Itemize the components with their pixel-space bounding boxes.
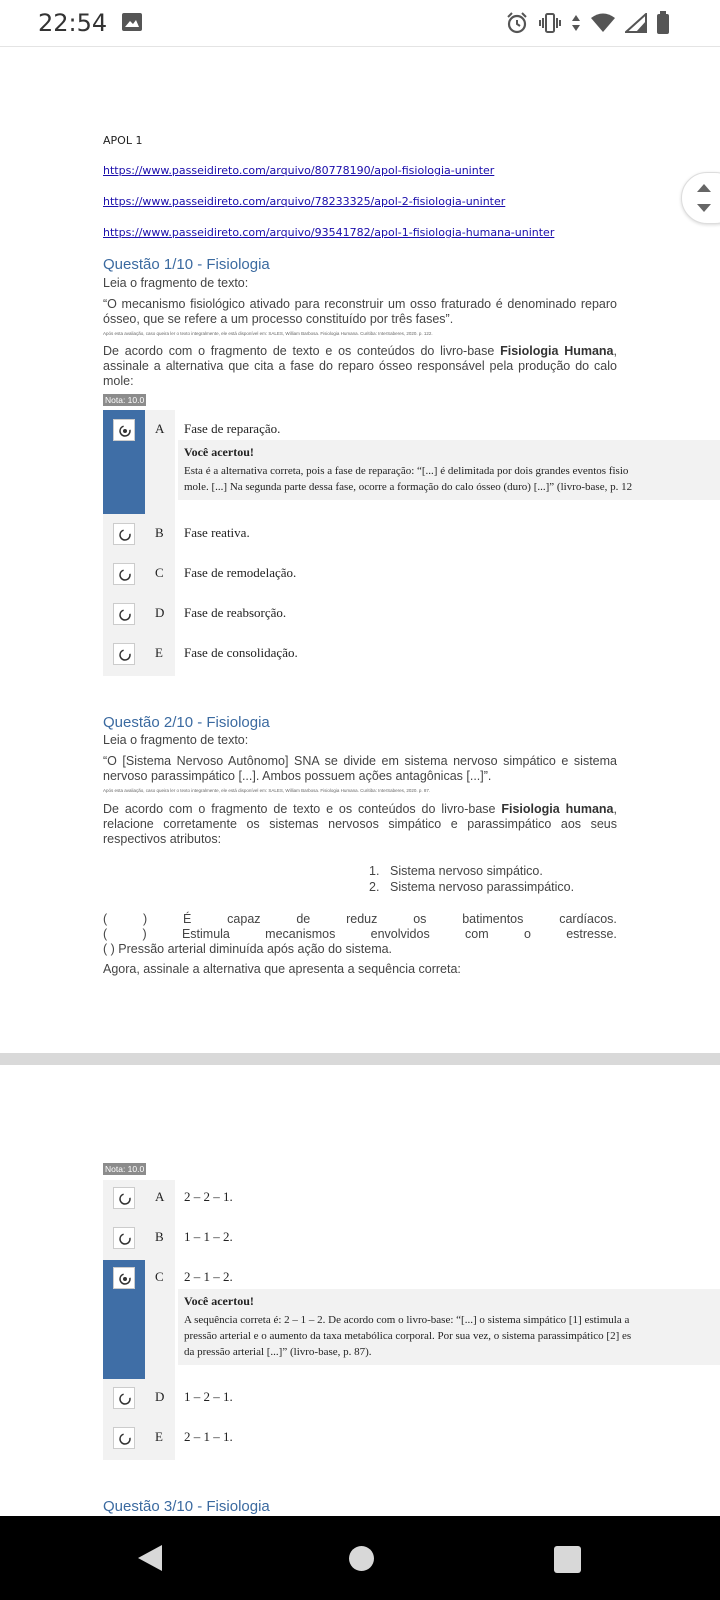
word: ) xyxy=(143,912,148,926)
data-arrows-icon xyxy=(571,13,581,33)
q2-list-item-2: Sistema nervoso parassimpático. xyxy=(390,880,575,894)
q2-radio-b[interactable] xyxy=(113,1227,135,1249)
q1-prompt-pre: De acordo com o fragmento de texto e os conteúdos do livro-base xyxy=(103,344,501,358)
q1-alt-b[interactable]: Fase reativa. xyxy=(184,525,250,540)
q1-prompt-post: , assinale a alternativa que cita a fase do reparo ósseo responsável pela produção do calo mole: xyxy=(103,344,617,388)
q2-title: Questão 2/10 - Fisiologia xyxy=(103,714,270,731)
link-1[interactable]: https://www.passeidireto.com/arquivo/80778190/apol-fisiologia-uninter xyxy=(103,164,495,177)
q1-prompt xyxy=(103,344,617,389)
q2-list-num-1: 1. xyxy=(369,864,380,878)
q2-ask: Agora, assinale a alternativa que apresenta a sequência correta: xyxy=(103,962,461,976)
word: os xyxy=(413,912,427,926)
radio-icon xyxy=(118,1392,132,1406)
word: cardíacos. xyxy=(559,912,617,926)
q2-prompt-bold: Fisiologia humana xyxy=(501,802,614,816)
q2-statement-1 xyxy=(103,912,617,926)
radio-icon xyxy=(118,528,132,542)
q2-radio-d[interactable] xyxy=(113,1387,135,1409)
q1-alt-d[interactable]: Fase de reabsorção. xyxy=(184,605,287,620)
q2-radio-a[interactable] xyxy=(113,1187,135,1209)
q2-list-num-2: 2. xyxy=(369,880,380,894)
q1-prompt-bold: Fisiologia Humana xyxy=(500,344,614,358)
q1-title: Questão 1/10 - Fisiologia xyxy=(103,256,270,273)
q1-radio-a[interactable] xyxy=(113,419,135,441)
q2-letter-d: D xyxy=(155,1389,165,1404)
word: estresse. xyxy=(566,927,617,941)
scroll-arrows-icon xyxy=(694,181,714,215)
radio-icon xyxy=(118,1432,132,1446)
status-bar xyxy=(0,0,720,47)
word: ) xyxy=(142,927,147,941)
q1-alt-c[interactable]: Fase de remodelação. xyxy=(184,565,297,580)
word: capaz xyxy=(227,912,261,926)
q2-alt-b[interactable]: 1 – 1 – 2. xyxy=(184,1229,233,1244)
radio-checked-icon xyxy=(118,424,132,438)
q1-alt-e[interactable]: Fase de consolidação. xyxy=(184,645,298,660)
q1-radio-c[interactable] xyxy=(113,563,135,585)
q1-letter-c: C xyxy=(155,565,164,580)
q2-quote: “O [Sistema Nervoso Autônomo] SNA se divide em sistema nervoso simpático e sistema nervoso parassimpático [...]. Ambos possuem ações antagônicas [...]”. xyxy=(103,754,617,783)
link-2[interactable]: https://www.passeidireto.com/arquivo/78233325/apol-2-fisiologia-uninter xyxy=(103,195,506,208)
q2-feedback-line-1: A sequência correta é: 2 – 1 – 2. De acordo com o livro-base: “[...] o sistema simpático [1] estimula a xyxy=(184,1314,630,1326)
q1-radio-e[interactable] xyxy=(113,643,135,665)
q2-prompt-pre: De acordo com o fragmento de texto e os conteúdos do livro-base xyxy=(103,802,502,816)
navigation-bar xyxy=(0,1516,720,1600)
q2-alt-a[interactable]: 2 – 2 – 1. xyxy=(184,1189,233,1204)
recent-apps-icon[interactable] xyxy=(554,1546,581,1573)
word: reduz xyxy=(346,912,378,926)
q2-feedback-line-3: da pressão arterial [...]” (livro-base, p. 87). xyxy=(184,1346,372,1358)
word: o xyxy=(523,927,531,941)
word: mecanismos xyxy=(265,927,336,941)
q2-feedback-line-2: pressão arterial e o aumento da taxa metabólica corporal. Por sua vez, o sistema parassimpático [2] es xyxy=(184,1330,632,1342)
q2-alt-c[interactable]: 2 – 1 – 2. xyxy=(184,1269,233,1284)
word: Estimula xyxy=(181,927,230,941)
q2-alt-d[interactable]: 1 – 2 – 1. xyxy=(184,1389,233,1404)
word: com xyxy=(465,927,489,941)
q1-feedback-line-2: mole. [...] Na segunda parte dessa fase, ocorre a formação do calo ósseo (duro) [...]” (livro-base, p. 12 xyxy=(184,481,633,493)
q2-intro: Leia o fragmento de texto: xyxy=(103,733,249,747)
q2-list-item-1: Sistema nervoso simpático. xyxy=(390,864,543,878)
word: batimentos xyxy=(462,912,524,926)
radio-icon xyxy=(118,568,132,582)
q2-prompt-post: , relacione corretamente os sistemas nervosos simpático e parassimpático aos seus respectivos atributos: xyxy=(103,802,617,846)
q2-alt-e[interactable]: 2 – 1 – 1. xyxy=(184,1429,233,1444)
page-divider xyxy=(0,1053,720,1065)
q1-radio-d[interactable] xyxy=(113,603,135,625)
q1-letter-b: B xyxy=(155,525,164,540)
link-3[interactable]: https://www.passeidireto.com/arquivo/93541782/apol-1-fisiologia-humana-uninter xyxy=(103,226,555,239)
radio-icon xyxy=(118,1232,132,1246)
q2-statement-3: ( ) Pressão arterial diminuída após ação do sistema. xyxy=(103,942,393,956)
radio-icon xyxy=(118,1192,132,1206)
word: ( xyxy=(103,927,108,941)
q2-letter-b: B xyxy=(155,1229,164,1244)
q3-title: Questão 3/10 - Fisiologia xyxy=(103,1498,270,1515)
q1-letter-e: E xyxy=(155,645,163,660)
q1-alt-a[interactable]: Fase de reparação. xyxy=(184,421,281,436)
q1-feedback-title: Você acertou! xyxy=(184,445,254,459)
signal-icon xyxy=(625,13,647,33)
q1-citation: Após esta avaliação, caso queira ler o texto integralmente, ele está disponível em: SALES, William Barbosa. Fisiologia Humana. Curitiba: InterSaberes, 2020. p. 122. xyxy=(103,331,433,336)
q2-letter-c: C xyxy=(155,1269,164,1284)
image-icon xyxy=(122,13,142,31)
q1-feedback xyxy=(178,440,720,500)
q2-feedback xyxy=(178,1289,720,1365)
vibrate-icon xyxy=(538,12,562,34)
q1-letter-d: D xyxy=(155,605,165,620)
q2-citation: Após esta avaliação, caso queira ler o texto integralmente, ele está disponível em: SALES, William Barbosa. Fisiologia Humana. Curitiba: InterSaberes, 2020. p. 87. xyxy=(103,788,431,793)
word: ( xyxy=(103,912,108,926)
doc-title: APOL 1 xyxy=(103,134,143,147)
word: envolvidos xyxy=(370,927,430,941)
q1-intro: Leia o fragmento de texto: xyxy=(103,276,249,290)
q2-letter-e: E xyxy=(155,1429,163,1444)
back-icon[interactable] xyxy=(136,1543,164,1573)
radio-icon xyxy=(118,608,132,622)
wifi-icon xyxy=(590,13,616,33)
q2-statement-2 xyxy=(103,927,617,941)
word: É xyxy=(183,912,192,926)
q1-feedback-line-1: Esta é a alternativa correta, pois a fase de reparação: “[...] é delimitada por dois grandes eventos fisio xyxy=(184,465,629,477)
q2-grade-badge: Nota: 10.0 xyxy=(105,1164,145,1174)
q2-prompt xyxy=(103,802,617,847)
alarm-icon xyxy=(505,11,529,35)
q2-radio-c[interactable] xyxy=(113,1267,135,1289)
word: de xyxy=(296,912,311,926)
scroll-button[interactable] xyxy=(681,172,720,224)
q1-radio-b[interactable] xyxy=(113,523,135,545)
q2-feedback-title: Você acertou! xyxy=(184,1294,254,1308)
q2-radio-e[interactable] xyxy=(113,1427,135,1449)
q2-letter-a: A xyxy=(155,1189,165,1204)
q1-grade-badge: Nota: 10.0 xyxy=(105,395,145,405)
status-time: 22:54 xyxy=(38,9,108,37)
radio-icon xyxy=(118,648,132,662)
radio-checked-icon xyxy=(118,1272,132,1286)
q1-letter-a: A xyxy=(155,421,165,436)
q1-quote: “O mecanismo fisiológico ativado para reconstruir um osso fraturado é denominado reparo ósseo, que se refere a um processo constituído por três fases”. xyxy=(103,297,617,326)
battery-icon xyxy=(656,11,670,35)
home-icon[interactable] xyxy=(349,1546,374,1571)
